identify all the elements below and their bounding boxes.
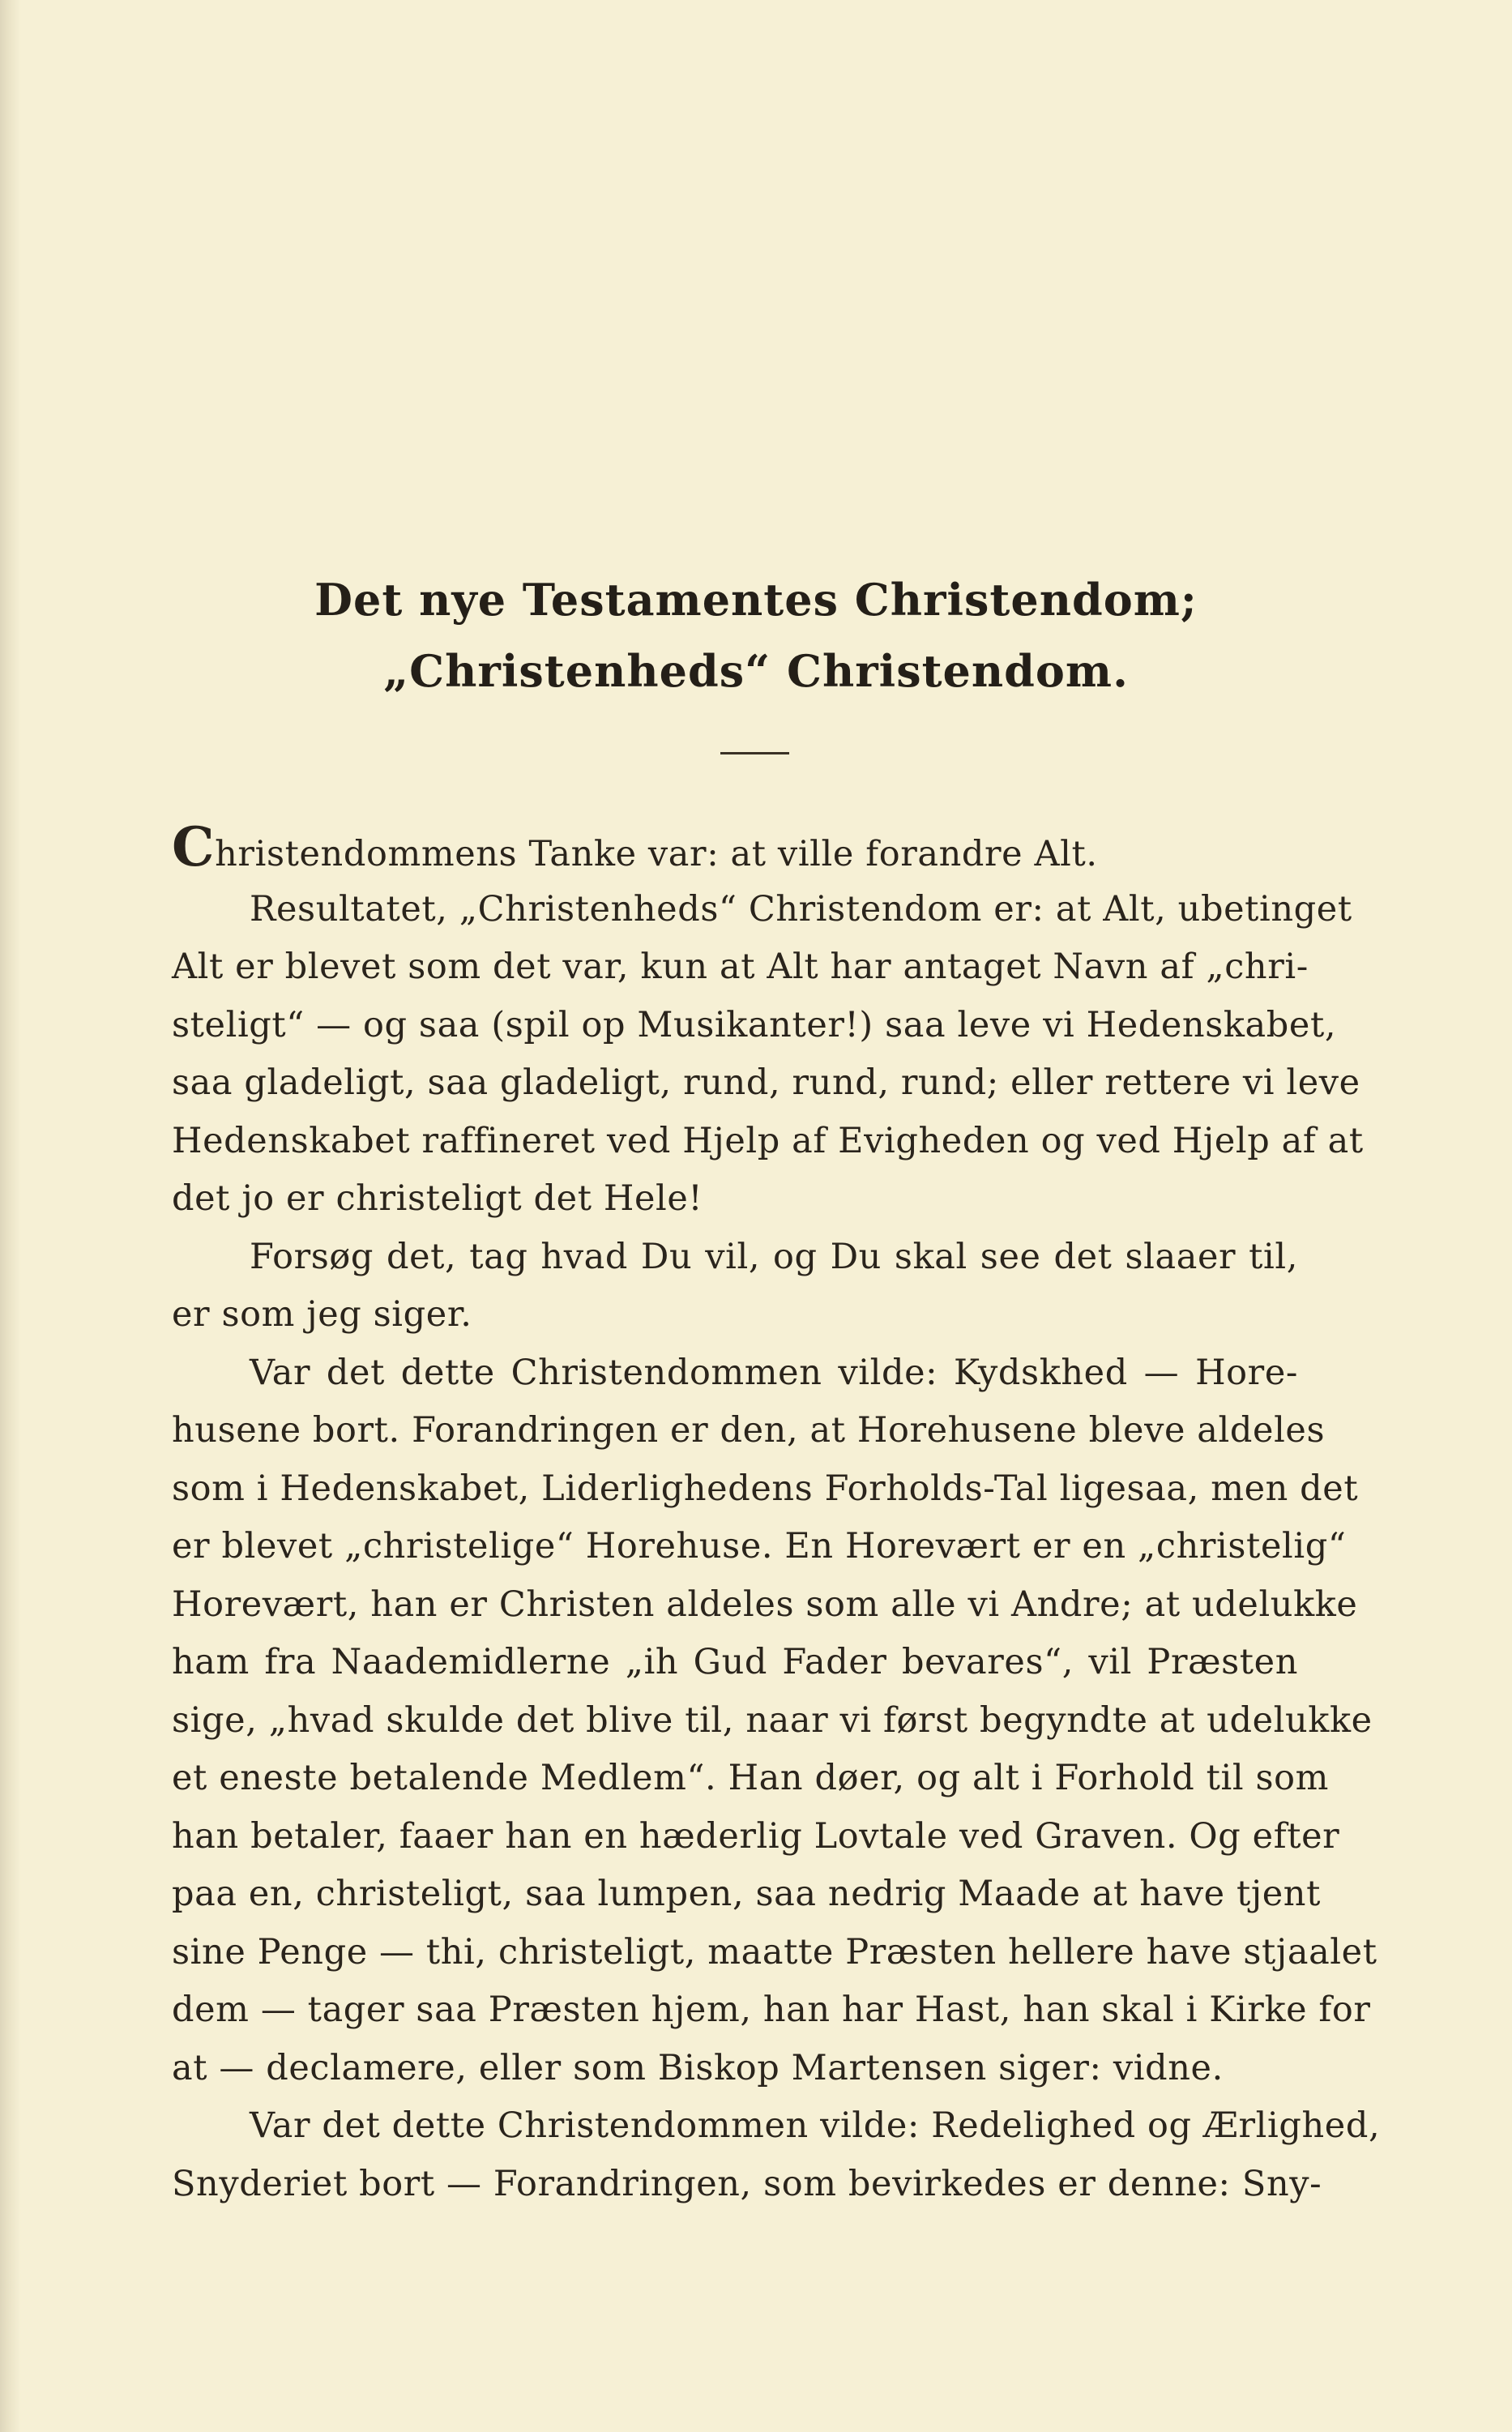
body-text bbox=[172, 815, 1381, 2213]
text-line: det jo er christeligt det Hele! bbox=[172, 1178, 703, 1219]
text-line: Snyderiet bort — Forandringen, som bevirkedes er denne: Sny- bbox=[172, 2163, 1322, 2204]
text-line: dem — tager saa Præsten hjem, han har Hast, han skal i Kirke for bbox=[172, 1990, 1371, 2030]
text-line: Alt er blevet som det var, kun at Alt har antaget Navn af „chri- bbox=[172, 947, 1309, 987]
text-line: ham fra Naademidlerne „ih Gud Fader bevares“, vil Præsten bbox=[172, 1642, 1298, 1682]
text-line: Hedenskabet raffineret ved Hjelp af Evigheden og ved Hjelp af at bbox=[172, 1120, 1364, 1161]
chapter-title-line-2: „Christenheds“ Christendom. bbox=[383, 645, 1129, 697]
text-line: paa en, christeligt, saa lumpen, saa nedrig Maade at have tjent bbox=[172, 1874, 1321, 1914]
page-edge-shadow bbox=[0, 0, 21, 2432]
text-line: Horevært, han er Christen aldeles som alle vi Andre; at udelukke bbox=[172, 1584, 1358, 1625]
text-line: Resultatet, „Christenheds“ Christendom er: at Alt, ubetinget bbox=[250, 888, 1352, 930]
text-line: han betaler, faaer han en hæderlig Lovtale ved Graven. Og efter bbox=[172, 1815, 1340, 1857]
text-line: er blevet „christelige“ Horehuse. En Horevært er en „christelig“ bbox=[172, 1526, 1347, 1566]
text-line: Var det dette Christendommen vilde: Redelighed og Ærlighed, bbox=[250, 2105, 1381, 2146]
text-line: husene bort. Forandringen er den, at Horehusene bleve aldeles bbox=[172, 1410, 1326, 1451]
text-line: steligt“ — og saa (spil op Musikanter!) saa leve vi Hedenskabet, bbox=[172, 1004, 1337, 1045]
drop-cap: C bbox=[172, 815, 216, 878]
chapter-title-line-1: Det nye Testamentes Christendom; bbox=[314, 574, 1198, 626]
text-line: saa gladeligt, saa gladeligt, rund, rund, rund; eller rettere vi leve bbox=[172, 1062, 1360, 1103]
text-line-content: hristendommens Tanke var: at ville forandre Alt. bbox=[215, 834, 1098, 874]
text-line: som i Hedenskabet, Liderlighedens Forholds-Tal ligesaa, men det bbox=[172, 1468, 1359, 1509]
text-line: er som jeg siger. bbox=[172, 1294, 472, 1335]
text-line: et eneste betalende Medlem“. Han døer, og alt i Forhold til som bbox=[172, 1758, 1329, 1798]
text-line: sige, „hvad skulde det blive til, naar vi først begyndte at udelukke bbox=[172, 1699, 1373, 1741]
text-line: sine Penge — thi, christeligt, maatte Præsten hellere have stjaalet bbox=[172, 1931, 1377, 1973]
title-divider bbox=[720, 752, 789, 754]
text-line: Var det dette Christendommen vilde: Kydskhed — Hore- bbox=[250, 1352, 1298, 1393]
text-line: Forsøg det, tag hvad Du vil, og Du skal see det slaaer til, bbox=[250, 1236, 1298, 1277]
text-line: at — declamere, eller som Biskop Martensen siger: vidne. bbox=[172, 2047, 1224, 2088]
text-line bbox=[172, 815, 1298, 881]
